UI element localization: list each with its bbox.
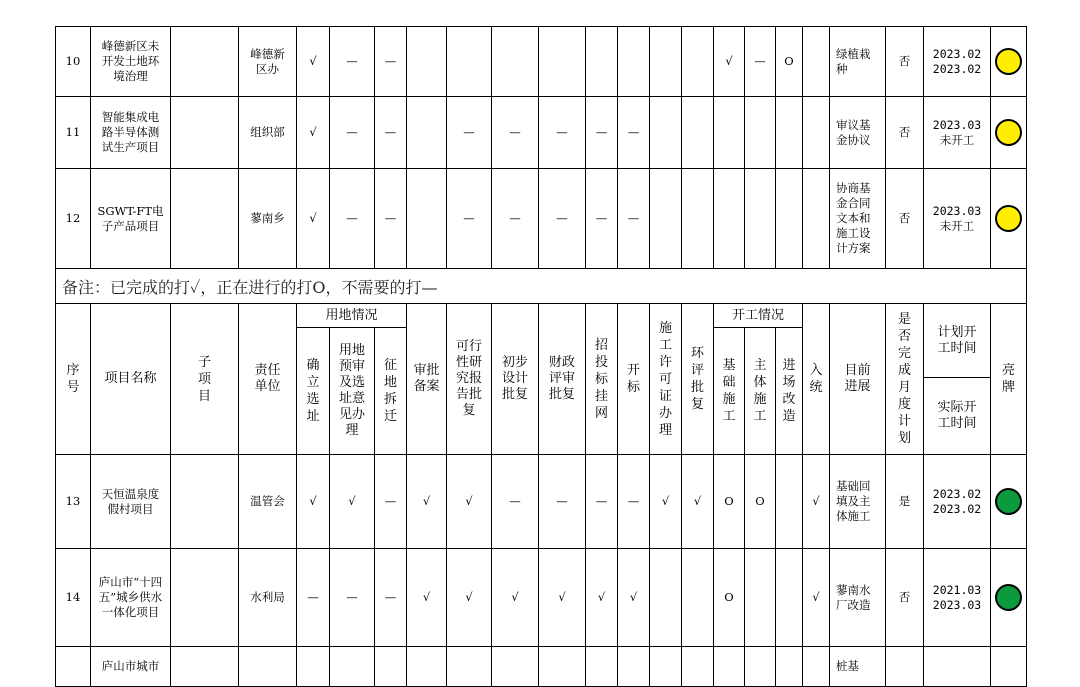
row-project-name: SGWT-FT电子产品项目: [91, 169, 171, 269]
row-subproject: [171, 97, 239, 169]
row-plan-done: 否: [886, 549, 924, 647]
row-progress: 审议基金协议: [830, 97, 886, 169]
row-status-mark: [682, 169, 714, 269]
row-light-cell: [991, 169, 1027, 269]
row-status-mark: [803, 27, 830, 97]
row-status-mark: [618, 27, 650, 97]
header-sub: 子项目: [171, 304, 239, 455]
row-status-mark: [407, 27, 447, 97]
row-actual-time: 2023.02: [932, 501, 982, 516]
row-status-mark: —: [375, 97, 407, 169]
row-dates: [924, 455, 991, 549]
row-actual-time: 未开工: [939, 132, 975, 147]
header-land-confirm: 确立选址: [297, 328, 330, 455]
row-status-mark: [407, 647, 447, 687]
row-status-mark: √: [297, 27, 330, 97]
row-light-cell: [991, 455, 1027, 549]
row-status-mark: [407, 169, 447, 269]
row-status-mark: [714, 169, 745, 269]
row-status-mark: [447, 647, 492, 687]
header-bidding-net: 招投标挂网: [586, 304, 618, 455]
row-status-mark: —: [375, 169, 407, 269]
row-plan-time: 2023.03: [932, 203, 982, 218]
row-status-mark: √: [618, 549, 650, 647]
row-status-mark: —: [447, 169, 492, 269]
header-feasibility: 可行性研究报告批复: [447, 304, 492, 455]
row-status-mark: [586, 647, 618, 687]
row-progress: 桩基: [830, 647, 886, 687]
row-actual-time: 未开工: [939, 218, 975, 233]
row-plan-time: 2021.03: [932, 582, 982, 597]
row-status-mark: —: [745, 27, 776, 97]
row-status-mark: —: [539, 97, 586, 169]
row-seq: 10: [56, 27, 91, 97]
row-status-mark: √: [447, 455, 492, 549]
header-actual-time: 实际开工时间: [924, 378, 991, 455]
row-unit: [239, 647, 297, 687]
row-project-name: 庐山市城市: [91, 647, 171, 687]
row-dates: [924, 27, 991, 97]
status-light-icon: [995, 48, 1022, 75]
row-status-mark: [714, 97, 745, 169]
row-dates: [924, 169, 991, 269]
row-subproject: [171, 169, 239, 269]
row-plan-time: 2023.02: [932, 486, 982, 501]
row-status-mark: √: [407, 549, 447, 647]
status-light-icon: [995, 205, 1022, 232]
row-status-mark: —: [330, 169, 375, 269]
row-project-name: 天恒温泉度假村项目: [91, 455, 171, 549]
row-subproject: [171, 549, 239, 647]
row-project-name: 智能集成电路半导体测试生产项目: [91, 97, 171, 169]
header-finance-review: 财政评审批复: [539, 304, 586, 455]
row-dates: [924, 647, 991, 687]
row-unit: 峰德新区办: [239, 27, 297, 97]
row-status-mark: —: [586, 169, 618, 269]
row-dates: [924, 549, 991, 647]
row-status-mark: √: [297, 97, 330, 169]
row-status-mark: √: [586, 549, 618, 647]
row-status-mark: [330, 647, 375, 687]
row-status-mark: —: [492, 169, 539, 269]
row-status-mark: [539, 27, 586, 97]
row-status-mark: √: [330, 455, 375, 549]
row-plan-time: 2023.02: [932, 46, 982, 61]
header-unit: 责任单位: [239, 304, 297, 455]
row-status-mark: √: [492, 549, 539, 647]
row-status-mark: —: [539, 455, 586, 549]
header-main-body: 主体施工: [745, 328, 776, 455]
header-light: 亮牌: [991, 304, 1027, 455]
table-row: [56, 27, 1027, 97]
row-status-mark: √: [803, 455, 830, 549]
row-plan-time: 2023.03: [932, 117, 982, 132]
row-status-mark: √: [297, 455, 330, 549]
row-subproject: [171, 27, 239, 97]
table-row: [56, 97, 1027, 169]
row-status-mark: —: [618, 97, 650, 169]
row-status-mark: [776, 549, 803, 647]
row-plan-done: 否: [886, 97, 924, 169]
table-row: [56, 169, 1027, 269]
row-status-mark: [650, 169, 682, 269]
header-plan-time: 计划开工时间: [924, 304, 991, 378]
row-project-name: 庐山市“十四五”城乡供水一体化项目: [91, 549, 171, 647]
row-status-mark: √: [650, 455, 682, 549]
row-status-mark: [745, 549, 776, 647]
row-status-mark: —: [330, 27, 375, 97]
header-site-entry: 进场改造: [776, 328, 803, 455]
row-status-mark: [650, 647, 682, 687]
row-actual-time: 2023.03: [932, 597, 982, 612]
row-progress: 基础回填及主体施工: [830, 455, 886, 549]
header-monthly-plan: 是否完成月度计划: [886, 304, 924, 455]
header-prelim-design: 初步设计批复: [492, 304, 539, 455]
row-status-mark: [375, 647, 407, 687]
status-light-icon: [995, 584, 1022, 611]
row-project-name: 峰德新区未开发土地环境治理: [91, 27, 171, 97]
row-status-mark: [447, 27, 492, 97]
row-unit: 蓼南乡: [239, 169, 297, 269]
row-status-mark: [776, 647, 803, 687]
row-status-mark: √: [803, 549, 830, 647]
header-bid-open: 开标: [618, 304, 650, 455]
row-status-mark: —: [492, 455, 539, 549]
row-status-mark: [776, 97, 803, 169]
row-progress: 协商基金合同文本和施工设计方案: [830, 169, 886, 269]
row-status-mark: [803, 97, 830, 169]
row-status-mark: —: [447, 97, 492, 169]
row-status-mark: √: [682, 455, 714, 549]
row-seq: [56, 647, 91, 687]
row-progress: 蓼南水厂改造: [830, 549, 886, 647]
status-light-icon: [995, 119, 1022, 146]
row-status-mark: O: [745, 455, 776, 549]
header-stats-entry: 入统: [803, 304, 830, 455]
row-status-mark: [492, 27, 539, 97]
row-status-mark: —: [375, 549, 407, 647]
header-land-requisition: 征地拆迁: [375, 328, 407, 455]
row-status-mark: —: [618, 169, 650, 269]
header-land-group: 用地情况: [297, 304, 407, 328]
row-status-mark: [407, 97, 447, 169]
row-status-mark: [297, 647, 330, 687]
row-seq: 12: [56, 169, 91, 269]
row-status-mark: [803, 647, 830, 687]
row-status-mark: —: [492, 97, 539, 169]
header-progress: 目前进展: [830, 304, 886, 455]
legend-note: 备注：已完成的打✓，正在进行的打O，不需要的打—: [56, 269, 1027, 304]
row-light-cell: [991, 97, 1027, 169]
row-light-cell: [991, 27, 1027, 97]
header-seq: 序号: [56, 304, 91, 455]
row-status-mark: [682, 97, 714, 169]
row-status-mark: —: [297, 549, 330, 647]
row-status-mark: [803, 169, 830, 269]
row-status-mark: [492, 647, 539, 687]
row-light-cell: [991, 647, 1027, 687]
row-subproject: [171, 455, 239, 549]
project-schedule-sheet: [55, 26, 1025, 687]
row-unit: 水利局: [239, 549, 297, 647]
header-eia: 环评批复: [682, 304, 714, 455]
table-row: [56, 647, 1027, 687]
row-status-mark: [776, 455, 803, 549]
row-status-mark: O: [776, 27, 803, 97]
header-construction-permit: 施工许可证办理: [650, 304, 682, 455]
row-plan-done: 否: [886, 169, 924, 269]
header-start-group: 开工情况: [714, 304, 803, 328]
header-foundation: 基础施工: [714, 328, 745, 455]
row-status-mark: —: [375, 27, 407, 97]
status-light-icon: [995, 488, 1022, 515]
row-status-mark: —: [375, 455, 407, 549]
row-seq: 11: [56, 97, 91, 169]
row-status-mark: [745, 169, 776, 269]
row-unit: 组织部: [239, 97, 297, 169]
row-status-mark: O: [714, 549, 745, 647]
row-subproject: [171, 647, 239, 687]
row-status-mark: [650, 549, 682, 647]
row-status-mark: —: [618, 455, 650, 549]
row-status-mark: —: [586, 97, 618, 169]
row-status-mark: [714, 647, 745, 687]
row-status-mark: [650, 27, 682, 97]
row-plan-done: 是: [886, 455, 924, 549]
row-plan-done: [886, 647, 924, 687]
row-status-mark: [745, 647, 776, 687]
row-status-mark: —: [586, 455, 618, 549]
row-status-mark: [539, 647, 586, 687]
row-status-mark: [650, 97, 682, 169]
row-status-mark: [745, 97, 776, 169]
table-row: [56, 455, 1027, 549]
row-status-mark: √: [539, 549, 586, 647]
row-status-mark: √: [297, 169, 330, 269]
row-dates: [924, 97, 991, 169]
row-progress: 绿植栽种: [830, 27, 886, 97]
header-land-pre: 用地预审及选址意见办理: [330, 328, 375, 455]
row-status-mark: √: [447, 549, 492, 647]
row-status-mark: √: [407, 455, 447, 549]
project-table: [55, 26, 1027, 687]
table-row: [56, 549, 1027, 647]
row-seq: 14: [56, 549, 91, 647]
row-actual-time: 2023.02: [932, 61, 982, 76]
row-status-mark: [682, 549, 714, 647]
row-status-mark: —: [330, 549, 375, 647]
row-status-mark: [776, 169, 803, 269]
row-status-mark: [682, 647, 714, 687]
row-plan-done: 否: [886, 27, 924, 97]
header-name: 项目名称: [91, 304, 171, 455]
row-unit: 温管会: [239, 455, 297, 549]
header-approval: 审批备案: [407, 304, 447, 455]
row-status-mark: [682, 27, 714, 97]
row-status-mark: √: [714, 27, 745, 97]
row-seq: 13: [56, 455, 91, 549]
row-status-mark: [586, 27, 618, 97]
row-status-mark: —: [330, 97, 375, 169]
row-light-cell: [991, 549, 1027, 647]
row-status-mark: —: [539, 169, 586, 269]
row-status-mark: [618, 647, 650, 687]
row-status-mark: O: [714, 455, 745, 549]
